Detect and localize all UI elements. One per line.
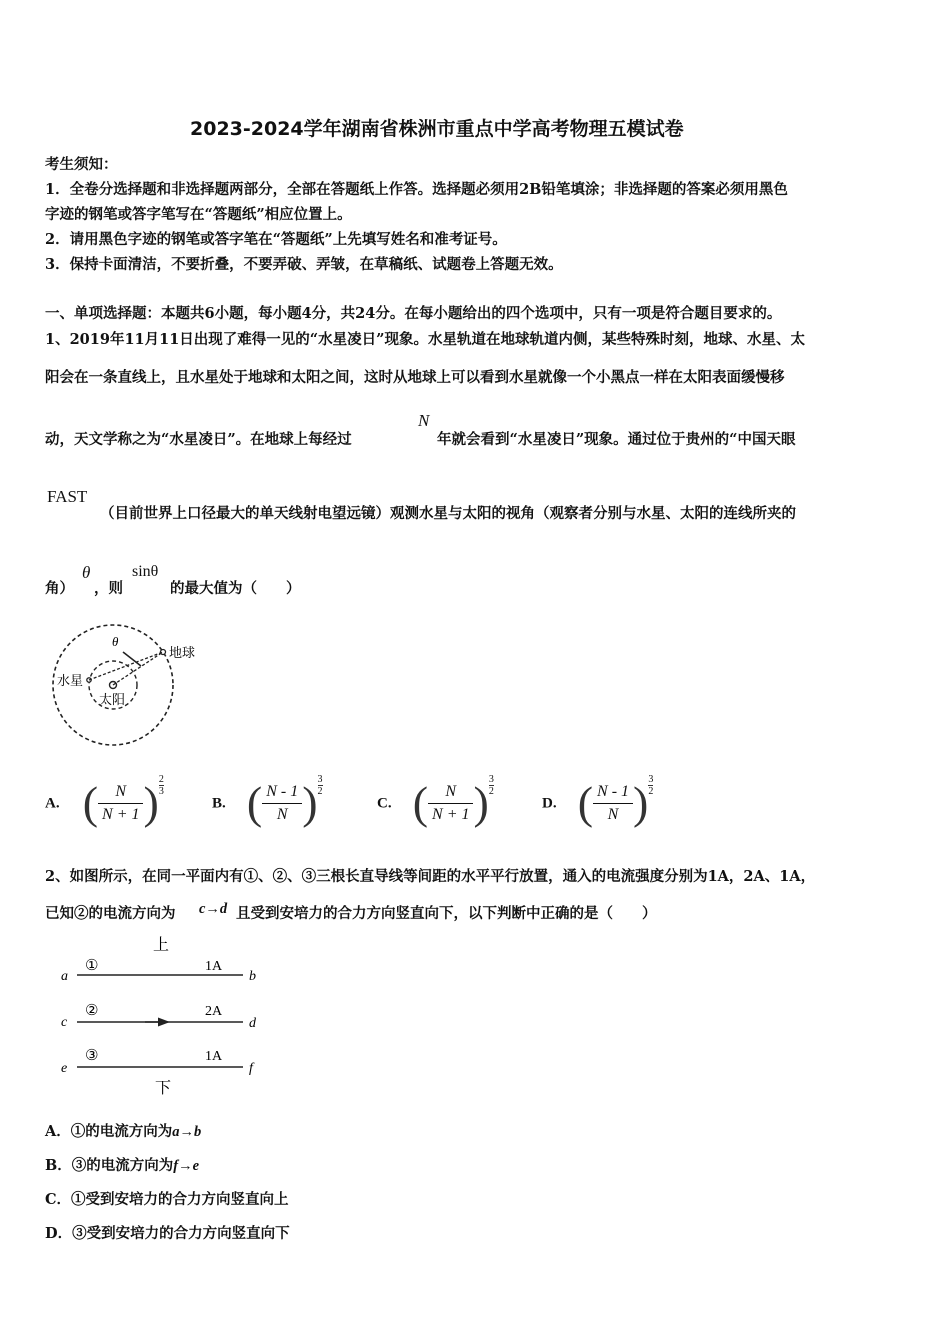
q1-sin-theta: sinθ xyxy=(132,563,159,580)
q1-line-3b: 年就会看到“水星凌日”现象。通过位于贵州的“中国天眼 xyxy=(437,431,796,448)
option-label: D． xyxy=(45,1225,73,1242)
fig-theta: θ xyxy=(112,634,119,649)
fig-mercury-label: 水星 xyxy=(57,674,84,689)
q1-line-4: （目前世界上口径最大的单天线射电望远镜）观测水星与太阳的视角（观察者分别与水星、太阳的连线所夹的 xyxy=(100,505,796,522)
option-label: C． xyxy=(45,1191,72,1208)
notice-item-2: 2．请用黑色字迹的钢笔或答字笔在“答题纸”上先填写姓名和准考证号。 xyxy=(45,231,507,248)
q1-line-1: 1、2019年11月11日出现了难得一见的“水星凌日”现象。水星轨道在地球轨道内侧，某些特殊时刻，地球、水星、太 xyxy=(45,331,805,348)
wire1-current: 1A xyxy=(205,959,223,974)
wire1-left: a xyxy=(61,969,68,984)
exp-num: 3 xyxy=(317,774,323,785)
option-label: A． xyxy=(45,1123,71,1140)
option-direction: a→b xyxy=(172,1124,202,1140)
frac-num: N - 1 xyxy=(262,781,302,804)
q1-line-5c: 的最大值为（ ） xyxy=(170,580,301,597)
wire3-right: f xyxy=(249,1061,253,1076)
wire2-left: c xyxy=(61,1015,68,1030)
orbit-diagram xyxy=(45,618,215,753)
frac-num: N - 1 xyxy=(593,781,633,804)
notice-item-1b: 字迹的钢笔或答字笔写在“答题纸”相应位置上。 xyxy=(45,206,352,223)
option-label: C. xyxy=(377,795,392,812)
q2-option-c[interactable] xyxy=(45,1188,289,1209)
option-text: ③的电流方向为 xyxy=(71,1157,174,1174)
option-label: B. xyxy=(212,795,226,812)
sightline-sun xyxy=(113,652,163,685)
page-title: 2023-2024学年湖南省株洲市重点中学高考物理五模试卷 xyxy=(190,118,684,140)
q1-line-3a: 动，天文学称之为“水星凌日”。在地球上每经过 xyxy=(45,431,352,448)
wire2-current: 2A xyxy=(205,1004,223,1019)
q1-line-2: 阳会在一条直线上，且水星处于地球和太阳之间，这时从地球上可以看到水星就像一个小黑点一样在太阳表面缓慢移 xyxy=(45,369,785,386)
q2-line-1: 2、如图所示，在同一平面内有①、②、③三根长直导线等间距的水平平行放置，通入的电流强度分别为1A，2A、1A， xyxy=(45,868,816,885)
q1-fast: FAST xyxy=(47,487,88,506)
exp-num: 3 xyxy=(488,774,494,785)
frac-num: N xyxy=(98,781,143,804)
option-text: ①的电流方向为 xyxy=(70,1123,173,1140)
exp-num: 2 xyxy=(158,774,164,785)
q1-option-c[interactable]: C. ( $\frac{N}{N + 1}$ ) $\frac{3}{2}$ xyxy=(377,774,494,828)
wire2-right: d xyxy=(249,1016,256,1031)
section-heading: 一、单项选择题：本题共6小题，每小题4分，共24分。在每小题给出的四个选项中，只有一项是符合题目要求的。 xyxy=(45,305,782,322)
q2-line-2a: 已知②的电流方向为 xyxy=(45,905,176,922)
option-label: B． xyxy=(45,1157,72,1174)
option-direction: f→e xyxy=(173,1158,200,1174)
wires-diagram xyxy=(55,930,275,1100)
q1-option-d[interactable]: D. ( $\frac{N - 1}{N}$ ) $\frac{3}{2}$ xyxy=(542,774,654,828)
wire1-right: b xyxy=(249,969,256,984)
fig-top-label: 上 xyxy=(153,935,170,954)
q1-line-5a: 角） xyxy=(45,580,74,597)
frac-den: N + 1 xyxy=(102,805,140,823)
wire3-id: ③ xyxy=(85,1046,99,1064)
notice-item-3: 3．保持卡面清洁，不要折叠，不要弄破、弄皱，在草稿纸、试题卷上答题无效。 xyxy=(45,256,563,273)
wire3-current: 1A xyxy=(205,1049,223,1064)
q1-option-b[interactable]: B. ( $\frac{N - 1}{N}$ ) $\frac{3}{2}$ xyxy=(212,774,323,828)
wire1-id: ① xyxy=(85,956,99,974)
frac-den: N + 1 xyxy=(432,805,470,823)
frac-den: N xyxy=(607,805,619,823)
frac-den: N xyxy=(276,805,288,823)
q2-direction: c→d xyxy=(199,901,228,917)
q2-line-2b: 且受到安培力的合力方向竖直向下，以下判断中正确的是（ ） xyxy=(236,905,657,922)
exp-den: 2 xyxy=(648,786,654,797)
option-label: D. xyxy=(542,795,557,812)
fig-bottom-label: 下 xyxy=(155,1078,172,1097)
q1-theta: θ xyxy=(82,563,91,582)
q1-var-n: N xyxy=(418,411,430,430)
q1-line-5b: ，则 xyxy=(94,580,123,597)
wire3-left: e xyxy=(61,1061,68,1076)
q2-option-d[interactable] xyxy=(45,1222,290,1243)
fig-sun-label: 太阳 xyxy=(99,693,126,708)
option-label: A. xyxy=(45,795,60,812)
notice-heading: 考生须知： xyxy=(45,156,118,173)
notice-item-1a: 1．全卷分选择题和非选择题两部分，全部在答题纸上作答。选择题必须用2B铅笔填涂；非选择题的答案必须用黑色 xyxy=(45,181,788,198)
exp-den: 2 xyxy=(317,786,323,797)
wire2-id: ② xyxy=(85,1001,99,1019)
exp-den: 3 xyxy=(158,786,164,797)
option-text: ①受到安培力的合力方向竖直向上 xyxy=(71,1191,289,1208)
q2-option-a[interactable] xyxy=(45,1120,201,1141)
frac-num: N xyxy=(428,781,473,804)
exp-num: 3 xyxy=(648,774,654,785)
exp-den: 2 xyxy=(488,786,494,797)
q1-option-a[interactable]: A. ( $\frac{N}{N + 1}$ ) $\frac{2}{3}$ xyxy=(45,774,164,828)
q2-option-b[interactable] xyxy=(45,1154,199,1175)
option-text: ③受到安培力的合力方向竖直向下 xyxy=(72,1225,290,1242)
fig-earth-label: 地球 xyxy=(169,646,196,661)
